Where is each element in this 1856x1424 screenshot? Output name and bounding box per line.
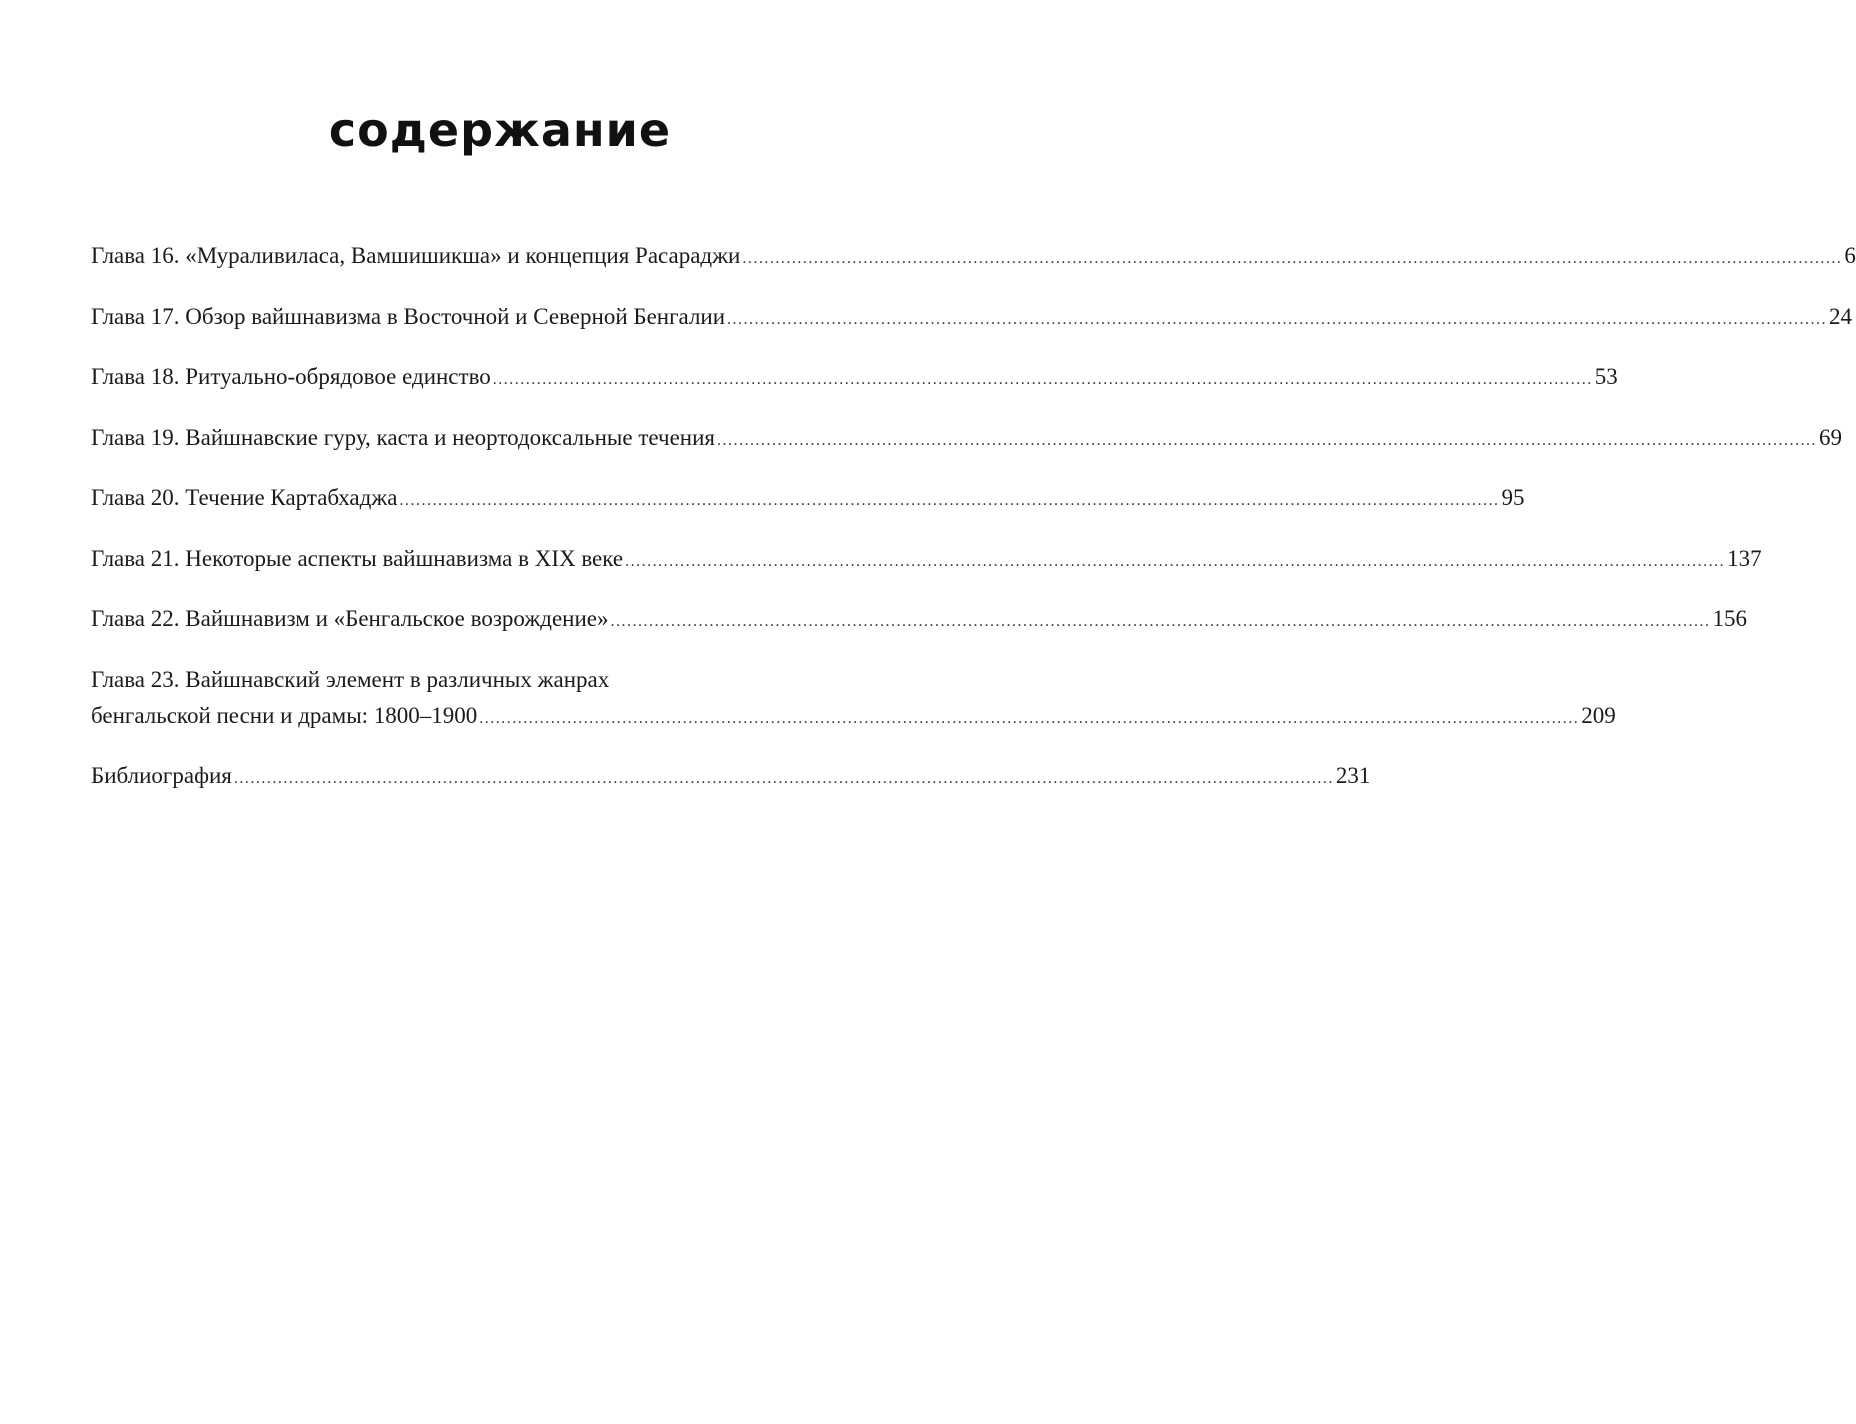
toc-entry-title: Глава 17. Обзор вайшнавизма в Восточной и Северной Бенгалии — [91, 303, 726, 329]
toc-entry-title: Глава 19. Вайшнавские гуру, каста и неортодоксальные течения — [91, 424, 715, 450]
toc-page-number: 53 — [1594, 364, 1618, 389]
dot-leader: ........................................................................................................................................................................................................ — [399, 492, 1500, 509]
toc-entry-title: Глава 21. Некоторые аспекты вайшнавизма в XIX веке — [91, 545, 624, 571]
toc-entry-chapter-22[interactable] — [91, 601, 1747, 640]
toc-entry-title: Глава 20. Течение Картабхаджа — [91, 485, 398, 510]
toc-entry-title: Глава 18. Ритуально-обрядовое единство — [91, 364, 491, 389]
toc-page-number: 24 — [1829, 303, 1853, 329]
dot-leader: ........................................................................................................................................................................................................ — [610, 613, 1711, 630]
toc-entry-bibliography[interactable] — [91, 758, 1371, 797]
dot-leader: ........................................................................................................................................................................................................ — [742, 250, 1843, 267]
toc-entry-chapter-21[interactable] — [91, 541, 1762, 580]
dot-leader: ........................................................................................................................................................................................................ — [233, 770, 1334, 787]
dot-leader: ........................................................................................................................................................................................................ — [625, 552, 1726, 570]
toc-page-number: 95 — [1501, 485, 1525, 510]
table-of-contents — [91, 238, 1856, 819]
dot-leader: ........................................................................................................................................................................................................ — [727, 310, 1828, 328]
toc-page-number: 137 — [1727, 545, 1762, 571]
toc-page-number: 209 — [1581, 702, 1616, 728]
toc-page-number: 6 — [1844, 243, 1856, 268]
toc-entry-chapter-20[interactable] — [91, 480, 1525, 519]
toc-entry-chapter-17[interactable] — [91, 299, 1853, 338]
dot-leader: ........................................................................................................................................................................................................ — [479, 709, 1580, 727]
dot-leader: ........................................................................................................................................................................................................ — [717, 431, 1817, 449]
toc-entry-chapter-19[interactable] — [91, 420, 1842, 459]
toc-page-number: 231 — [1335, 763, 1371, 788]
toc-entry-chapter-23[interactable] — [91, 662, 1616, 737]
toc-entry-title: Глава 16. «Мураливиласа, Вамшишикша» и концепция Расараджи — [91, 243, 741, 268]
toc-entry-title: Библиография — [91, 763, 232, 788]
toc-page-number: 69 — [1819, 424, 1842, 450]
toc-entry-title-line-2: бенгальской песни и драмы: 1800–1900 — [91, 702, 478, 728]
toc-entry-chapter-16[interactable] — [91, 238, 1856, 277]
toc-page-number: 156 — [1712, 606, 1747, 631]
toc-entry-chapter-18[interactable] — [91, 359, 1618, 398]
toc-entry-title-line-1: Глава 23. Вайшнавский элемент в различных жанрах — [91, 666, 610, 692]
page-title: содержание — [328, 103, 672, 157]
toc-entry-title: Глава 22. Вайшнавизм и «Бенгальское возрождение» — [91, 606, 609, 631]
dot-leader: ........................................................................................................................................................................................................ — [492, 371, 1593, 388]
